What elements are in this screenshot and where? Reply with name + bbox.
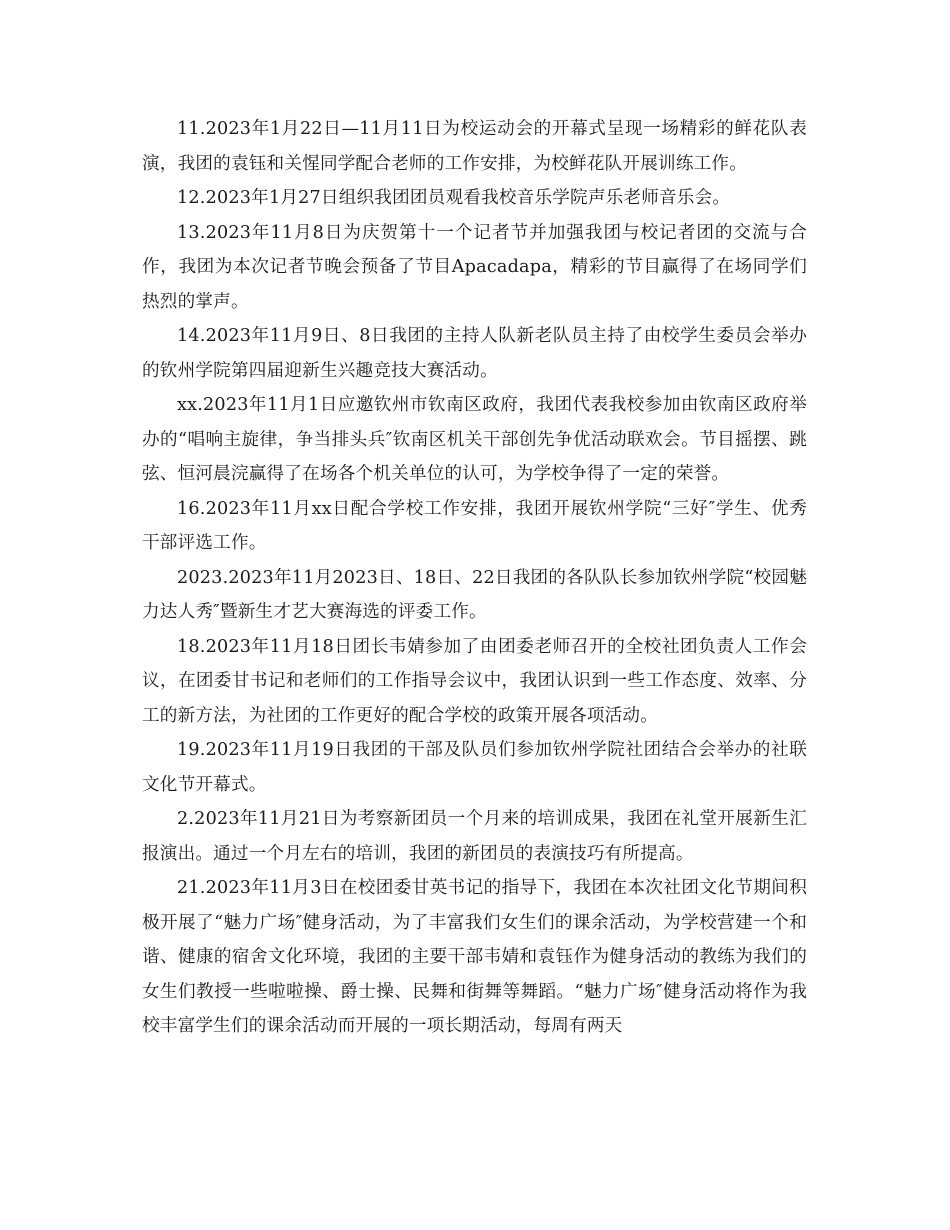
- paragraph-item-12: 12.2023年1月27日组织我团团员观看我校音乐学院声乐老师音乐会。: [177, 188, 731, 208]
- paragraph-item-11: 11.2023年1月22日—11月11日为校运动会的开幕式呈现一场精彩的鲜花队表演，我团的袁钰和关惺同学配合老师的工作安排，为校鲜花队开展训练工作。: [142, 119, 807, 174]
- paragraph-item-17: 2023.2023年11月2023日、18日、22日我团的各队队长参加钦州学院“校园魅力达人秀″暨新生才艺大赛海选的评委工作。: [142, 567, 807, 622]
- document-body: [142, 112, 807, 1044]
- paragraph-item-19: 19.2023年11月19日我团的干部及队员们参加钦州学院社团结合会举办的社联文化节开幕式。: [142, 740, 807, 795]
- paragraph-item-16: 16.2023年11月xx日配合学校工作安排，我团开展钦州学院“三好″学生、优秀干部评选工作。: [142, 498, 807, 553]
- paragraph-item-14: 14.2023年11月9日、8日我团的主持人队新老队员主持了由校学生委员会举办的钦州学院第四届迎新生兴趣竞技大赛活动。: [142, 326, 807, 381]
- paragraph-item-15: xx.2023年11月1日应邀钦州市钦南区政府，我团代表我校参加由钦南区政府举办的“唱响主旋律，争当排头兵″钦南区机关干部创先争优活动联欢会。节目摇摆、跳弦、恒河晨浣赢得了在场各个机关单位的认可，为学校争得了一定的荣誉。: [142, 395, 807, 484]
- paragraph-item-20: 2.2023年11月21日为考察新团员一个月来的培训成果，我团在礼堂开展新生汇报演出。通过一个月左右的培训，我团的新团员的表演技巧有所提高。: [142, 809, 807, 864]
- paragraph-item-21: 21.2023年11月3日在校团委甘英书记的指导下，我团在本次社团文化节期间积极开展了“魅力广场″健身活动，为了丰富我们女生们的课余活动，为学校营建一个和谐、健康的宿舍文化环境，我团的主要干部韦婧和袁钰作为健身活动的教练为我们的女生们教授一些啦啦操、爵士操、民舞和街舞等舞蹈。“魅力广场″健身活动将作为我校丰富学生们的课余活动而开展的一项长期活动，每周有两天: [142, 878, 807, 1036]
- paragraph-item-18: 18.2023年11月18日团长韦婧参加了由团委老师召开的全校社团负责人工作会议，在团委甘书记和老师们的工作指导会议中，我团认识到一些工作态度、效率、分工的新方法，为社团的工作更好的配合学校的政策开展各项活动。: [142, 636, 807, 726]
- paragraph-item-13: 13.2023年11月8日为庆贺第十一个记者节并加强我团与校记者团的交流与合作，我团为本次记者节晚会预备了节目Apacadapa，精彩的节目赢得了在场同学们热烈的掌声。: [142, 222, 807, 312]
